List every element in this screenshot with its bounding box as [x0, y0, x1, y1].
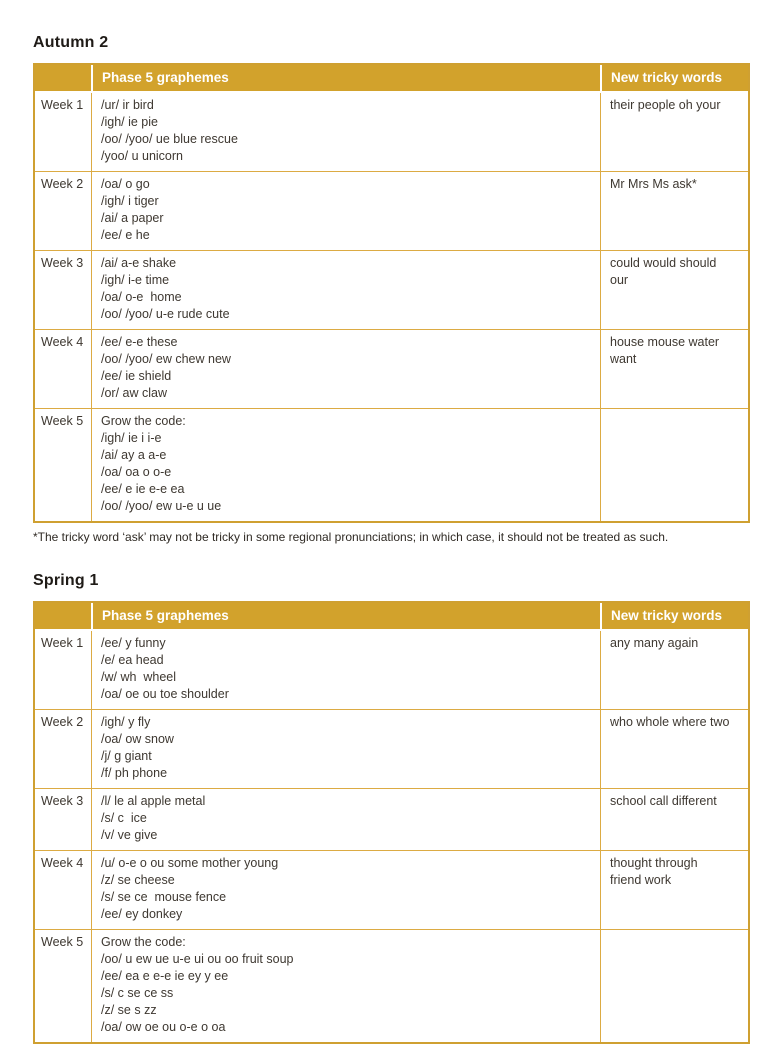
week-label: Week 3: [35, 789, 91, 851]
grapheme-line: Grow the code:: [101, 935, 186, 949]
tricky-word-line: our: [610, 273, 629, 287]
grapheme-line: /oa/ ow oe ou o-e o oa: [101, 1020, 226, 1034]
tricky-words-cell: [600, 851, 748, 930]
tricky-word-line: who whole where two: [610, 715, 730, 729]
tricky-words-column-header: New tricky words: [600, 603, 748, 631]
grapheme-line: /u/ o-e o ou some mother young: [101, 856, 279, 870]
week-label: Week 1: [35, 93, 91, 172]
grapheme-line: /e/ ea head: [101, 653, 164, 667]
week-row: [35, 851, 748, 930]
week-row: [35, 93, 748, 172]
grapheme-line: /oo/ /yoo/ u-e rude cute: [101, 307, 230, 321]
grapheme-line: /oo/ /yoo/ ew chew new: [101, 352, 231, 366]
grapheme-line: /igh/ ie pie: [101, 115, 158, 129]
graphemes-cell: [91, 851, 600, 930]
week-label: Week 1: [35, 631, 91, 710]
grapheme-line: /s/ se ce mouse fence: [101, 890, 227, 904]
tricky-word-line: friend work: [610, 873, 672, 887]
tricky-words-cell: [600, 172, 748, 251]
grapheme-line: /igh/ y fly: [101, 715, 151, 729]
graphemes-cell: [91, 789, 600, 851]
tricky-words-cell: [600, 789, 748, 851]
week-column-header: [35, 603, 91, 631]
tricky-words-cell: [600, 93, 748, 172]
week-label: Week 2: [35, 710, 91, 789]
grapheme-line: /oa/ ow snow: [101, 732, 174, 746]
week-label: Week 2: [35, 172, 91, 251]
tricky-words-cell: [600, 409, 748, 521]
grapheme-line: /igh/ ie i i-e: [101, 431, 162, 445]
grapheme-line: /ai/ a-e shake: [101, 256, 177, 270]
graphemes-cell: [91, 710, 600, 789]
table-header-row: [35, 603, 748, 631]
week-row: [35, 251, 748, 330]
footnote: *The tricky word ‘ask’ may not be tricky in some regional pronunciations; in which case, it should not be treated as such.: [33, 530, 669, 544]
grapheme-line: /oo/ /yoo/ ew u-e u ue: [101, 499, 222, 513]
tricky-word-line: could would should: [610, 256, 717, 270]
season-title: Spring 1: [33, 572, 99, 589]
tricky-words-cell: [600, 930, 748, 1042]
table-body: [35, 93, 748, 521]
graphemes-cell: [91, 251, 600, 330]
grapheme-line: /oa/ oe ou toe shoulder: [101, 687, 229, 701]
grapheme-line: /ee/ e-e these: [101, 335, 178, 349]
grapheme-line: /l/ le al apple metal: [101, 794, 206, 808]
grapheme-line: /oo/ u ew ue u-e ui ou oo fruit soup: [101, 952, 294, 966]
tricky-word-line: school call different: [610, 794, 717, 808]
tricky-words-column-header: New tricky words: [600, 65, 748, 93]
tricky-word-line: house mouse water: [610, 335, 720, 349]
grapheme-line: /f/ ph phone: [101, 766, 168, 780]
week-row: [35, 710, 748, 789]
graphemes-cell: [91, 631, 600, 710]
table-header-row: [35, 65, 748, 93]
graphemes-column-header: Phase 5 graphemes: [91, 65, 600, 93]
graphemes-cell: [91, 93, 600, 172]
grapheme-line: /oo/ /yoo/ ue blue rescue: [101, 132, 238, 146]
grapheme-line: /ee/ e ie e-e ea: [101, 482, 185, 496]
week-column-header: [35, 65, 91, 93]
week-row: [35, 409, 748, 521]
phonics-table: [33, 601, 750, 1044]
graphemes-cell: [91, 930, 600, 1042]
grapheme-line: /igh/ i tiger: [101, 194, 159, 208]
tricky-words-cell: [600, 330, 748, 409]
tricky-words-cell: [600, 631, 748, 710]
grapheme-line: /oa/ o-e home: [101, 290, 182, 304]
grapheme-line: /j/ g giant: [101, 749, 152, 763]
week-label: Week 5: [35, 930, 91, 1042]
tricky-word-line: Mr Mrs Ms ask*: [610, 177, 697, 191]
week-label: Week 3: [35, 251, 91, 330]
tricky-word-line: their people oh your: [610, 98, 721, 112]
grapheme-line: /ai/ ay a a-e: [101, 448, 167, 462]
grapheme-line: /ee/ ea e e-e ie ey y ee: [101, 969, 229, 983]
grapheme-line: /z/ se cheese: [101, 873, 175, 887]
graphemes-cell: [91, 172, 600, 251]
grapheme-line: /v/ ve give: [101, 828, 158, 842]
grapheme-line: /s/ c se ce ss: [101, 986, 174, 1000]
graphemes-cell: [91, 330, 600, 409]
grapheme-line: /ee/ y funny: [101, 636, 166, 650]
week-row: [35, 930, 748, 1042]
graphemes-cell: [91, 409, 600, 521]
tricky-word-line: any many again: [610, 636, 699, 650]
grapheme-line: /ee/ ie shield: [101, 369, 172, 383]
grapheme-line: /ur/ ir bird: [101, 98, 154, 112]
grapheme-line: /oa/ oa o o-e: [101, 465, 172, 479]
season-title: Autumn 2: [33, 34, 109, 51]
tricky-word-line: thought through: [610, 856, 698, 870]
grapheme-line: /w/ wh wheel: [101, 670, 177, 684]
grapheme-line: /ai/ a paper: [101, 211, 164, 225]
week-label: Week 5: [35, 409, 91, 521]
tricky-word-line: want: [610, 352, 637, 366]
week-row: [35, 789, 748, 851]
grapheme-line: /z/ se s zz: [101, 1003, 157, 1017]
grapheme-line: /or/ aw claw: [101, 386, 167, 400]
grapheme-line: /igh/ i-e time: [101, 273, 170, 287]
week-row: [35, 172, 748, 251]
week-label: Week 4: [35, 330, 91, 409]
week-label: Week 4: [35, 851, 91, 930]
season-section: [33, 34, 750, 545]
tricky-words-cell: [600, 710, 748, 789]
grapheme-line: /yoo/ u unicorn: [101, 149, 183, 163]
grapheme-line: /oa/ o go: [101, 177, 150, 191]
week-row: [35, 330, 748, 409]
week-row: [35, 631, 748, 710]
season-section: [33, 572, 750, 1044]
grapheme-line: /ee/ ey donkey: [101, 907, 183, 921]
table-body: [35, 631, 748, 1042]
grapheme-line: /ee/ e he: [101, 228, 150, 242]
season-sections-container: [33, 34, 750, 1044]
graphemes-column-header: Phase 5 graphemes: [91, 603, 600, 631]
grapheme-line: Grow the code:: [101, 414, 186, 428]
phonics-table: [33, 63, 750, 523]
grapheme-line: /s/ c ice: [101, 811, 147, 825]
tricky-words-cell: [600, 251, 748, 330]
